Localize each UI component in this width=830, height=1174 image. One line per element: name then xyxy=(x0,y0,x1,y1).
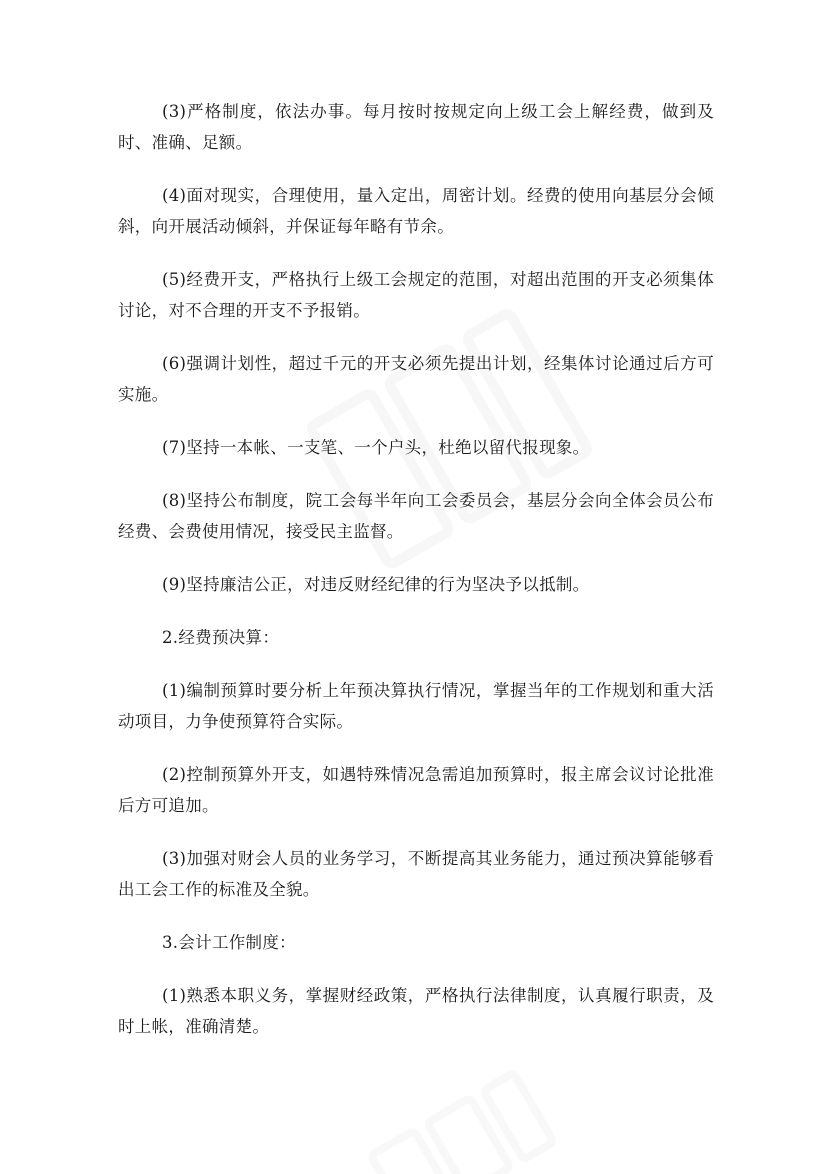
paragraph-item-6: (6)强调计划性，超过千元的开支必须先提出计划，经集体讨论通过后方可实施。 xyxy=(118,354,714,404)
watermark-logo-bottom xyxy=(343,1048,576,1174)
paragraph-budget-2: (2)控制预算外开支，如遇特殊情况急需追加预算时，报主席会议讨论批准后方可追加。 xyxy=(118,765,714,815)
paragraph-item-3: (3)严格制度，依法办事。每月按时按规定向上级工会上解经费，做到及时、准确、足额。 xyxy=(118,102,714,152)
section-heading-budget: 2.经费预决算： xyxy=(162,628,280,647)
watermark-shape xyxy=(427,1098,510,1174)
watermark-shape xyxy=(483,1073,553,1160)
paragraph-budget-3: (3)加强对财会人员的业务学习，不断提高其业务能力，通过预决算能够看出工会工作的标准及全貌。 xyxy=(118,849,714,899)
paragraph-item-7: (7)坚持一本帐、一支笔、一个户头，杜绝以留代报现象。 xyxy=(162,438,590,457)
paragraph-accounting-1: (1)熟悉本职义务，掌握财经政策，严格执行法律制度，认真履行职责，及时上帐，准确清楚。 xyxy=(118,986,714,1036)
watermark-shape xyxy=(371,1130,454,1174)
paragraph-item-8: (8)坚持公布制度，院工会每半年向工会委员会，基层分会向全体会员公布经费、会费使用情况，接受民主监督。 xyxy=(118,491,714,541)
paragraph-item-4: (4)面对现实，合理使用，量入定出，周密计划。经费的使用向基层分会倾斜，向开展活动倾斜，并保证每年略有节余。 xyxy=(118,186,714,236)
paragraph-budget-1: (1)编制预算时要分析上年预决算执行情况，掌握当年的工作规划和重大活动项目，力争使预算符合实际。 xyxy=(118,681,714,731)
paragraph-item-9: (9)坚持廉洁公正，对违反财经纪律的行为坚决予以抵制。 xyxy=(162,575,590,594)
document-body xyxy=(118,96,714,1064)
section-heading-accounting: 3.会计工作制度： xyxy=(162,933,296,952)
paragraph-item-5: (5)经费开支，严格执行上级工会规定的范围，对超出范围的开支必须集体讨论，对不合理的开支不予报销。 xyxy=(118,270,714,320)
